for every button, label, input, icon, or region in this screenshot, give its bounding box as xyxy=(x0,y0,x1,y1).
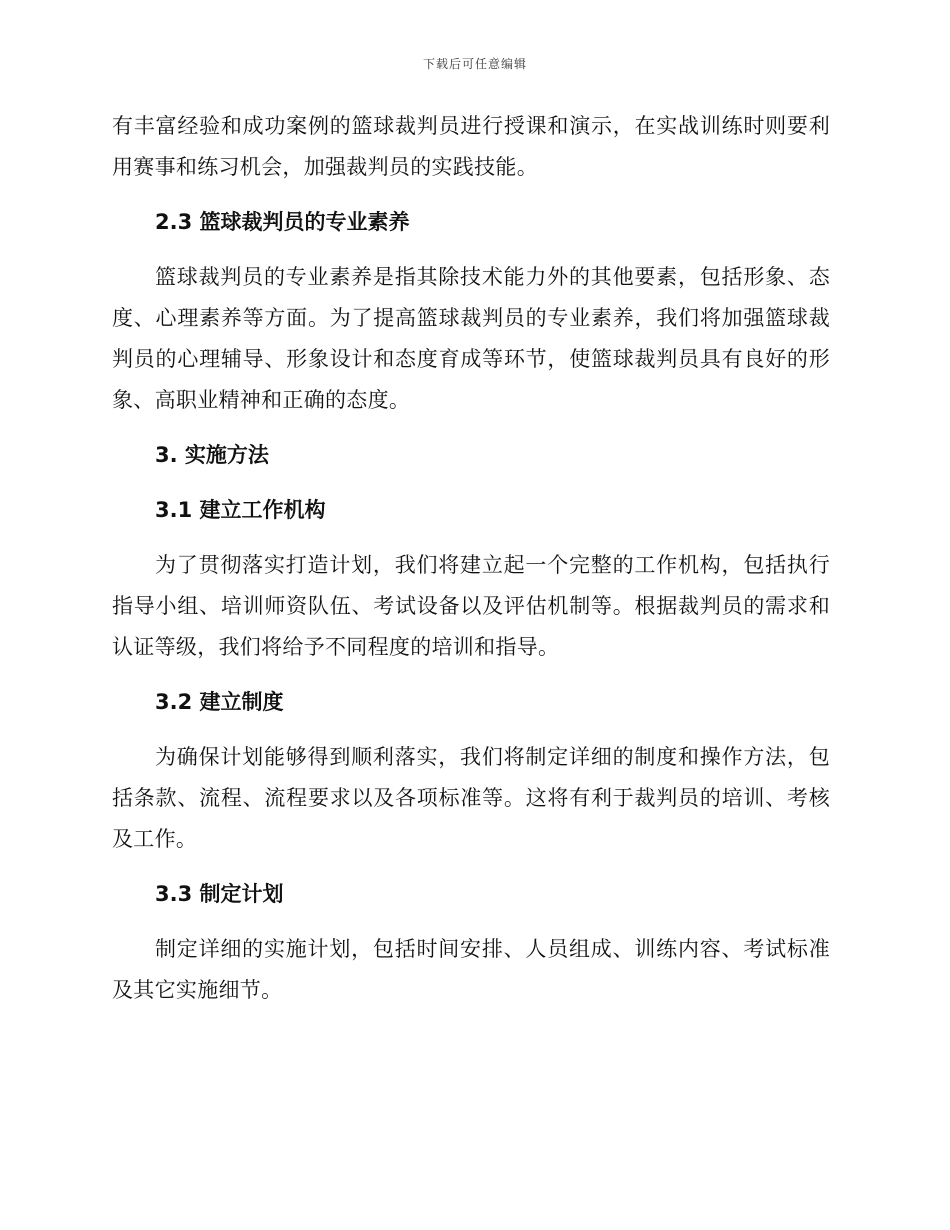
section-heading-3-1: 3.1 建立工作机构 xyxy=(155,498,326,522)
paragraph-continuation: 有丰富经验和成功案例的篮球裁判员进行授课和演示，在实战训练时则要利用赛事和练习机会，加强裁判员的实践技能。 xyxy=(112,114,830,179)
paragraph-3-1: 为了贯彻落实打造计划，我们将建立起一个完整的工作机构，包括执行指导小组、培训师资队伍、考试设备以及评估机制等。根据裁判员的需求和认证等级，我们将给予不同程度的培训和指导。 xyxy=(112,553,830,659)
paragraph-3-2: 为确保计划能够得到顺利落实，我们将制定详细的制度和操作方法，包括条款、流程、流程要求以及各项标准等。这将有利于裁判员的培训、考核及工作。 xyxy=(112,745,830,851)
section-heading-3-2: 3.2 建立制度 xyxy=(155,690,284,714)
paragraph-2-3: 篮球裁判员的专业素养是指其除技术能力外的其他要素，包括形象、态度、心理素养等方面。为了提高篮球裁判员的专业素养，我们将加强篮球裁判员的心理辅导、形象设计和态度育成等环节，使篮球裁判员具有良好的形象、高职业精神和正确的态度。 xyxy=(112,265,830,412)
section-heading-3-3: 3.3 制定计划 xyxy=(155,882,284,906)
section-heading-3: 3. 实施方法 xyxy=(155,443,269,467)
section-heading-2-3: 2.3 篮球裁判员的专业素养 xyxy=(155,210,410,234)
page-header: 下载后可任意编辑 xyxy=(422,57,527,71)
paragraph-3-3: 制定详细的实施计划，包括时间安排、人员组成、训练内容、考试标准及其它实施细节。 xyxy=(112,937,830,1002)
document-body xyxy=(112,106,830,1025)
